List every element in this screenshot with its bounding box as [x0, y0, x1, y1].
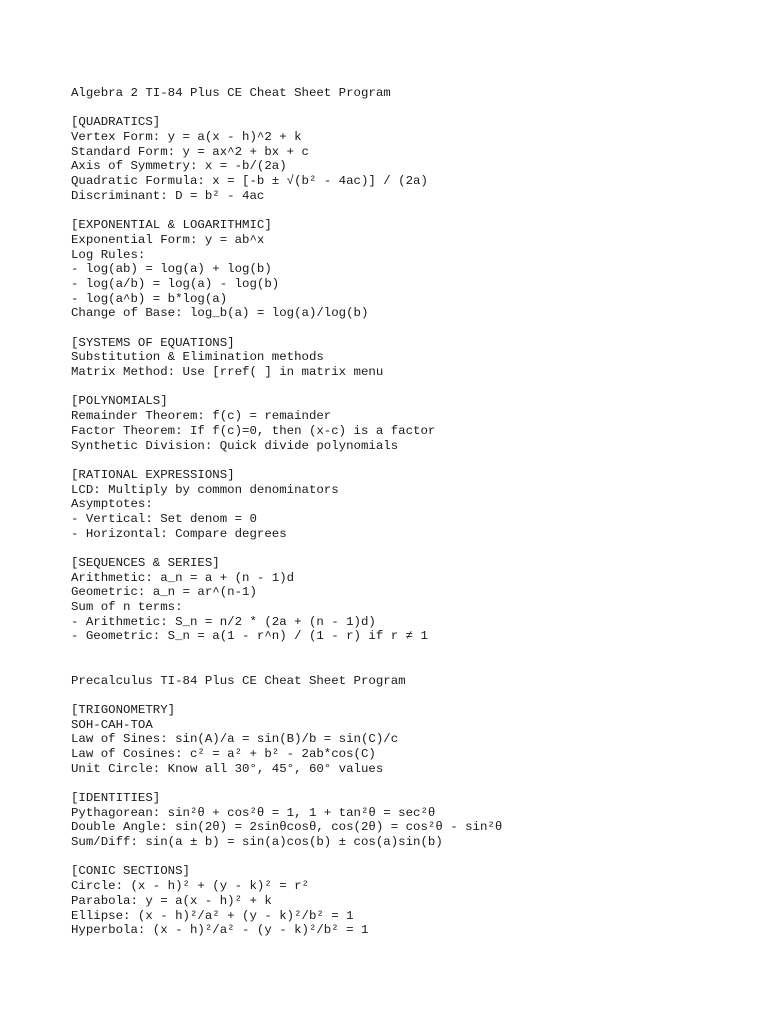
document-page [71, 86, 751, 938]
formula-line: Remainder Theorem: f(c) = remainder [71, 409, 332, 424]
section-header: [POLYNOMIALS] [71, 394, 168, 409]
formula-line: Quadratic Formula: x = [-b ± √(b² - 4ac)] / (2a) [71, 174, 428, 189]
formula-line: Pythagorean: sin²θ + cos²θ = 1, 1 + tan²θ = sec²θ [71, 805, 436, 820]
formula-line: Geometric: a_n = ar^(n-1) [71, 585, 257, 600]
formula-line: Vertex Form: y = a(x - h)^2 + k [71, 130, 302, 145]
formula-line: Arithmetic: a_n = a + (n - 1)d [71, 570, 295, 585]
formula-line: Synthetic Division: Quick divide polynomials [71, 438, 399, 453]
formula-line: Standard Form: y = ax^2 + bx + c [71, 144, 309, 159]
doc1-title: Algebra 2 TI-84 Plus CE Cheat Sheet Program [71, 86, 391, 100]
formula-line: Exponential Form: y = ab^x [71, 232, 265, 247]
formula-line: Matrix Method: Use [rref( ] in matrix menu [71, 365, 384, 380]
doc2-title: Precalculus TI-84 Plus CE Cheat Sheet Program [71, 673, 406, 688]
formula-line: - Horizontal: Compare degrees [71, 526, 287, 541]
formula-line: Parabola: y = a(x - h)² + k [71, 893, 272, 908]
formula-line: Double Angle: sin(2θ) = 2sinθcosθ, cos(2θ) = cos²θ - sin²θ [71, 820, 503, 835]
formula-line: Law of Cosines: c² = a² + b² - 2ab*cos(C) [71, 746, 376, 761]
formula-line: LCD: Multiply by common denominators [71, 482, 339, 497]
section-header: [RATIONAL EXPRESSIONS] [71, 467, 235, 482]
section-identities [71, 791, 751, 850]
formula-line: Ellipse: (x - h)²/a² + (y - k)²/b² = 1 [71, 908, 354, 923]
section-header: [CONIC SECTIONS] [71, 864, 190, 879]
section-rational-expressions [71, 468, 751, 541]
formula-line: - log(a^b) = b*log(a) [71, 291, 228, 306]
section-header: [EXPONENTIAL & LOGARITHMIC] [71, 218, 272, 233]
formula-line: Factor Theorem: If f(c)=0, then (x-c) is a factor [71, 423, 436, 438]
document-separator [71, 644, 751, 673]
formula-line: Change of Base: log_b(a) = log(a)/log(b) [71, 306, 369, 321]
formula-line: Hyperbola: (x - h)²/a² - (y - k)²/b² = 1 [71, 923, 369, 938]
section-header: [QUADRATICS] [71, 115, 161, 130]
section-header: [IDENTITIES] [71, 791, 161, 806]
section-exponential-logarithmic [71, 218, 751, 321]
formula-line: - Arithmetic: S_n = n/2 * (2a + (n - 1)d) [71, 614, 376, 629]
formula-line: Sum of n terms: [71, 600, 183, 615]
section-header: [TRIGONOMETRY] [71, 702, 176, 717]
formula-line: Asymptotes: [71, 497, 153, 512]
formula-line: - log(a/b) = log(a) - log(b) [71, 276, 280, 291]
formula-line: Discriminant: D = b² - 4ac [71, 188, 265, 203]
section-header: [SYSTEMS OF EQUATIONS] [71, 335, 235, 350]
formula-line: Circle: (x - h)² + (y - k)² = r² [71, 879, 309, 894]
formula-line: Law of Sines: sin(A)/a = sin(B)/b = sin(C)/c [71, 732, 399, 747]
section-polynomials [71, 394, 751, 453]
section-sequences-series [71, 556, 751, 644]
section-header: [SEQUENCES & SERIES] [71, 556, 220, 570]
section-systems-of-equations [71, 336, 751, 380]
formula-line: - Geometric: S_n = a(1 - r^n) / (1 - r) if r ≠ 1 [71, 629, 428, 644]
formula-line: - log(ab) = log(a) + log(b) [71, 262, 272, 277]
formula-line: Log Rules: [71, 247, 146, 262]
formula-line: Axis of Symmetry: x = -b/(2a) [71, 159, 287, 174]
formula-line: Sum/Diff: sin(a ± b) = sin(a)cos(b) ± cos(a)sin(b) [71, 835, 443, 850]
formula-line: Unit Circle: Know all 30°, 45°, 60° values [71, 761, 384, 776]
section-conic-sections [71, 864, 751, 937]
formula-line: Substitution & Elimination methods [71, 350, 324, 365]
formula-line: - Vertical: Set denom = 0 [71, 511, 257, 526]
section-trigonometry [71, 703, 751, 776]
section-quadratics [71, 115, 751, 203]
formula-line: SOH-CAH-TOA [71, 717, 153, 732]
